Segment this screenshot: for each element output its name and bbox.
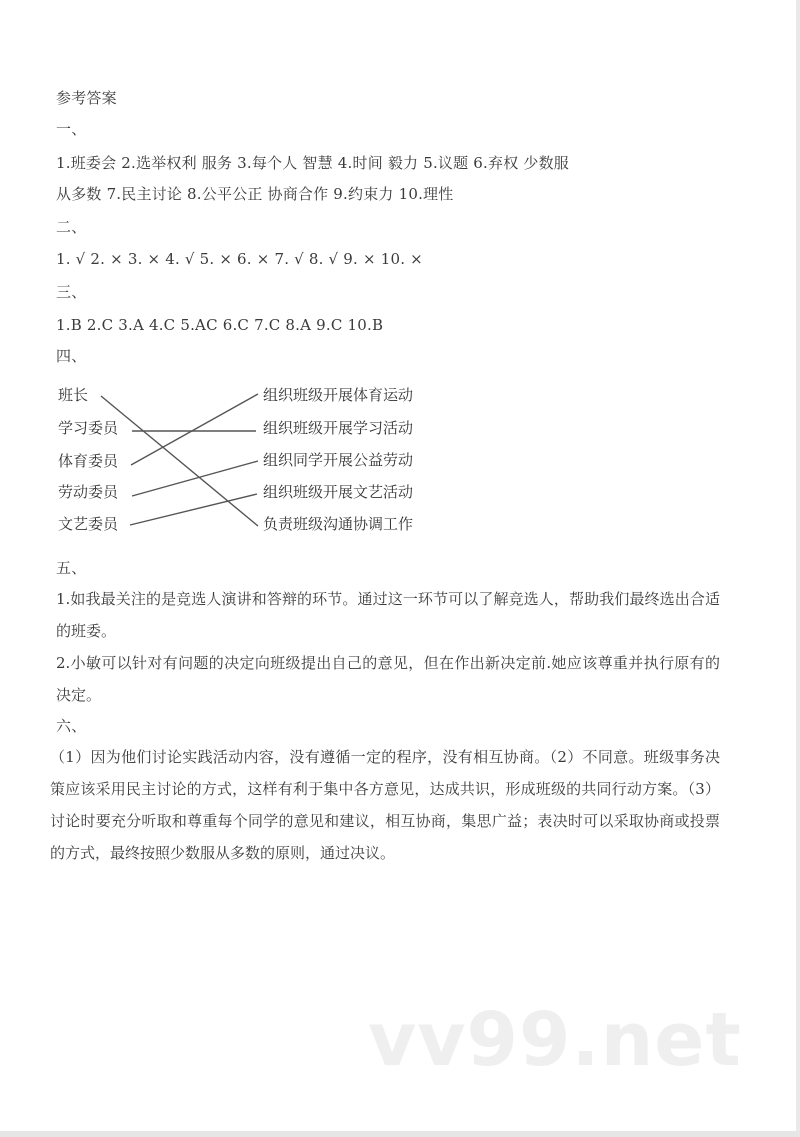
section-6-answer: （1）因为他们讨论实践活动内容，没有遵循一定的程序，没有相互协商。（2）不同意。班级事务决策应该采用民主讨论的方式，这样有利于集中各方意见，达成共识，形成班级的共同行动方案。（3）讨论时要充分听取和尊重每个同学的意见和建议，相互协商，集思广益；表决时可以采取协商或投票的方式，最终按照少数服从多数的原则，通过决议。 [50, 748, 720, 862]
section-1-line-2: 从多数 7.民主讨论 8.公平公正 协商合作 9.约束力 10.理性 [56, 185, 454, 203]
watermark: vv99.net [368, 997, 742, 1083]
section-5-answer-1: 1.如我最关注的是竞选人演讲和答辩的环节。通过这一环节可以了解竞选人，帮助我们最终选出合适的班委。 [56, 590, 720, 640]
page-edge-bottom [0, 1131, 800, 1137]
section-2-answers: 1. √ 2. × 3. × 4. √ 5. × 6. × 7. √ 8. √ 9. × 10. × [56, 250, 423, 268]
match-line-labor [132, 461, 258, 496]
page-edge-right [796, 0, 800, 1137]
match-left-item: 学习委员 [58, 419, 119, 437]
page-title: 参考答案 [56, 89, 117, 107]
section-4-heading: 四、 [56, 347, 87, 365]
match-right-item: 组织班级开展学习活动 [263, 419, 414, 437]
section-3-heading: 三、 [56, 283, 87, 301]
match-left-item: 班长 [58, 386, 89, 404]
match-right-item: 负责班级沟通协调工作 [263, 515, 414, 533]
match-line-monitor [101, 396, 258, 526]
match-line-arts [130, 494, 257, 525]
section-6-heading: 六、 [56, 717, 87, 735]
section-3-answers: 1.B 2.C 3.A 4.C 5.AC 6.C 7.C 8.A 9.C 10.B [56, 316, 384, 334]
section-5-heading: 五、 [56, 559, 87, 577]
match-left-item: 文艺委员 [58, 515, 119, 533]
section-1-heading: 一、 [56, 120, 87, 138]
section-5-answer-2: 2.小敏可以针对有问题的决定向班级提出自己的意见，但在作出新决定前.她应该尊重并执行原有的决定。 [56, 654, 720, 704]
match-left-item: 体育委员 [58, 452, 119, 470]
section-2-heading: 二、 [56, 218, 87, 236]
match-right-item: 组织班级开展文艺活动 [263, 483, 414, 501]
match-right-item: 组织同学开展公益劳动 [263, 451, 414, 469]
match-left-item: 劳动委员 [58, 483, 119, 501]
match-line-sports [131, 394, 258, 465]
match-right-item: 组织班级开展体育运动 [263, 386, 414, 404]
section-1-line-1: 1.班委会 2.选举权利 服务 3.每个人 智慧 4.时间 毅力 5.议题 6.弃权 少数服 [56, 154, 569, 172]
